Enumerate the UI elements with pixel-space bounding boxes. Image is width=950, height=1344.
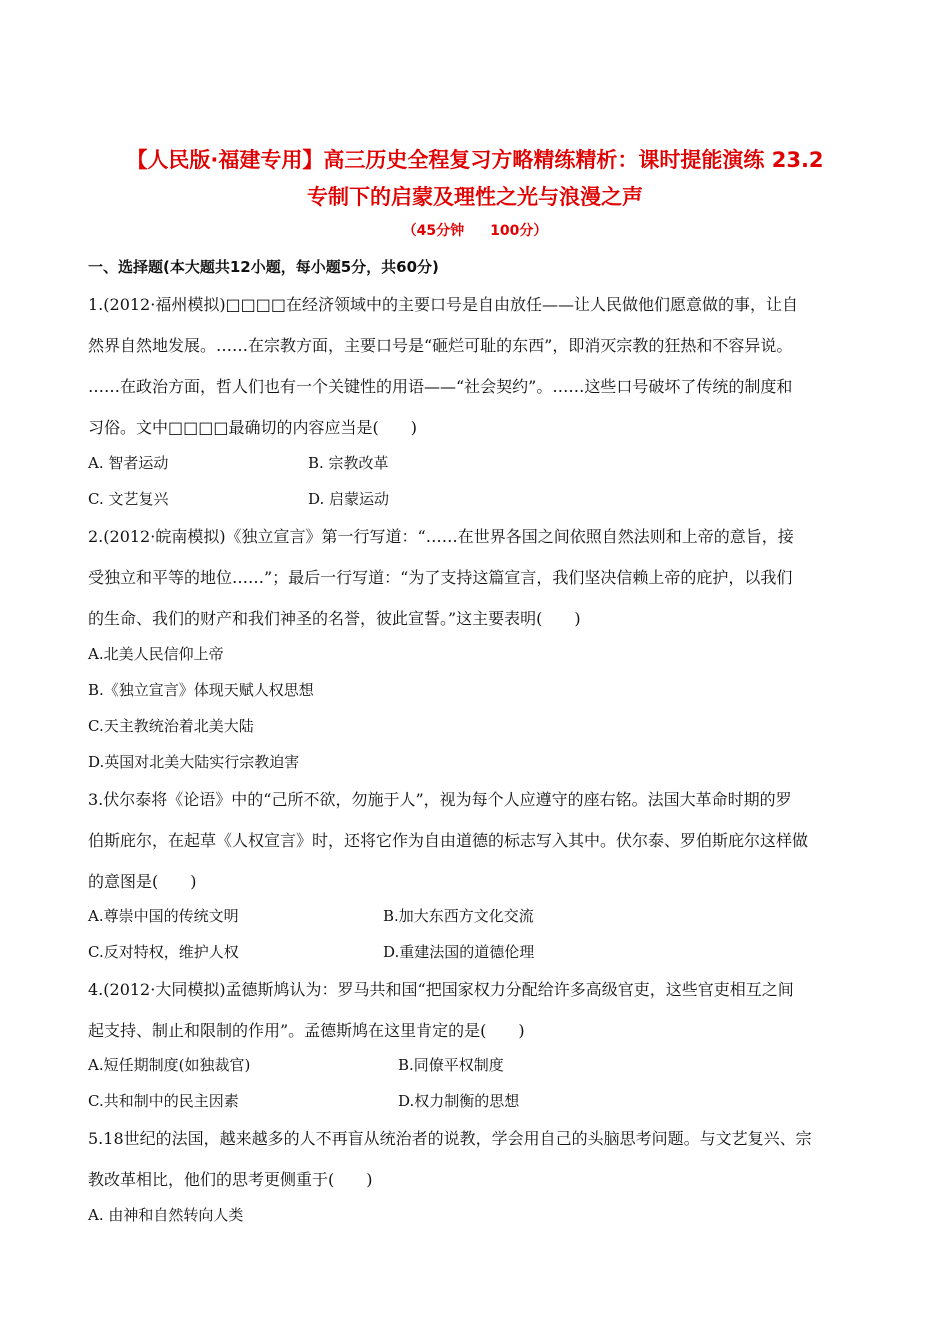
q5-line-1: 5.18世纪的法国，越来越多的人不再盲从统治者的说教，学会用自己的头脑思考问题。与文艺复兴、宗 [88, 1129, 812, 1148]
document-title-line-2: 专制下的启蒙及理性之光与浪漫之声 [307, 185, 643, 209]
q2-option-d: D.英国对北美大陆实行宗教迫害 [88, 753, 300, 771]
q4-option-c: C.共和制中的民主因素 [88, 1092, 239, 1110]
q3-option-c: C.反对特权，维护人权 [88, 943, 239, 961]
q2-line-1: 2.(2012·皖南模拟)《独立宣言》第一行写道：“……在世界各国之间依照自然法则和上帝的意旨，接 [88, 527, 794, 546]
q3-option-d: D.重建法国的道德伦理 [383, 943, 535, 961]
q1-option-c: C. 文艺复兴 [88, 490, 169, 508]
q1-line-2: 然界自然地发展。……在宗教方面，主要口号是“砸烂可耻的东西”，即消灭宗教的狂热和不容异说。 [88, 336, 793, 355]
q1-line-3: ……在政治方面，哲人们也有一个关键性的用语——“社会契约”。……这些口号破坏了传统的制度和 [88, 377, 793, 396]
q1-option-b: B. 宗教改革 [308, 454, 389, 472]
q1-line-4: 习俗。文中□□□□最确切的内容应当是( ) [88, 418, 417, 437]
section-heading: 一、选择题(本大题共12小题，每小题5分，共60分) [88, 258, 439, 276]
q1-option-d: D. 启蒙运动 [308, 490, 390, 508]
q2-line-2: 受独立和平等的地位……”；最后一行写道：“为了支持这篇宣言，我们坚决信赖上帝的庇护，以我们 [88, 568, 793, 587]
document-title-line-1: 【人民版·福建专用】高三历史全程复习方略精练精析：课时提能演练 23.2 [126, 148, 824, 172]
q3-option-a: A.尊崇中国的传统文明 [88, 907, 239, 925]
q4-option-b: B.同僚平权制度 [398, 1056, 504, 1074]
q3-line-1: 3.伏尔泰将《论语》中的“己所不欲，勿施于人”，视为每个人应遵守的座右铭。法国大革命时期的罗 [88, 790, 792, 809]
q4-option-d: D.权力制衡的思想 [398, 1092, 520, 1110]
q2-line-3: 的生命、我们的财产和我们神圣的名誉，彼此宣誓。”这主要表明( ) [88, 609, 581, 628]
q2-option-c: C.天主教统治着北美大陆 [88, 717, 254, 735]
q3-line-2: 伯斯庇尔，在起草《人权宣言》时，还将它作为自由道德的标志写入其中。伏尔泰、罗伯斯庇尔这样做 [88, 831, 809, 850]
q4-option-a: A.短任期制度(如独裁官) [88, 1056, 251, 1074]
q3-line-3: 的意图是( ) [88, 872, 197, 891]
q1-option-a: A. 智者运动 [88, 454, 169, 472]
q3-option-b: B.加大东西方文化交流 [383, 907, 534, 925]
total-score: 100分） [490, 223, 548, 239]
q4-line-2: 起支持、制止和限制的作用”。孟德斯鸠在这里肯定的是( ) [88, 1021, 525, 1040]
q1-line-1: 1.(2012·福州模拟)□□□□在经济领域中的主要口号是自由放任——让人民做他们愿意做的事，让自 [88, 295, 799, 314]
q5-line-2: 教改革相比，他们的思考更侧重于( ) [88, 1170, 373, 1189]
q2-option-b: B.《独立宣言》体现天赋人权思想 [88, 681, 314, 699]
q2-option-a: A.北美人民信仰上帝 [88, 645, 224, 663]
q4-line-1: 4.(2012·大同模拟)孟德斯鸠认为：罗马共和国“把国家权力分配给许多高级官吏，这些官吏相互之间 [88, 980, 794, 999]
time-and-score [0, 220, 950, 240]
time-limit: （45分钟 [402, 223, 465, 239]
q5-option-a: A. 由神和自然转向人类 [88, 1206, 244, 1224]
